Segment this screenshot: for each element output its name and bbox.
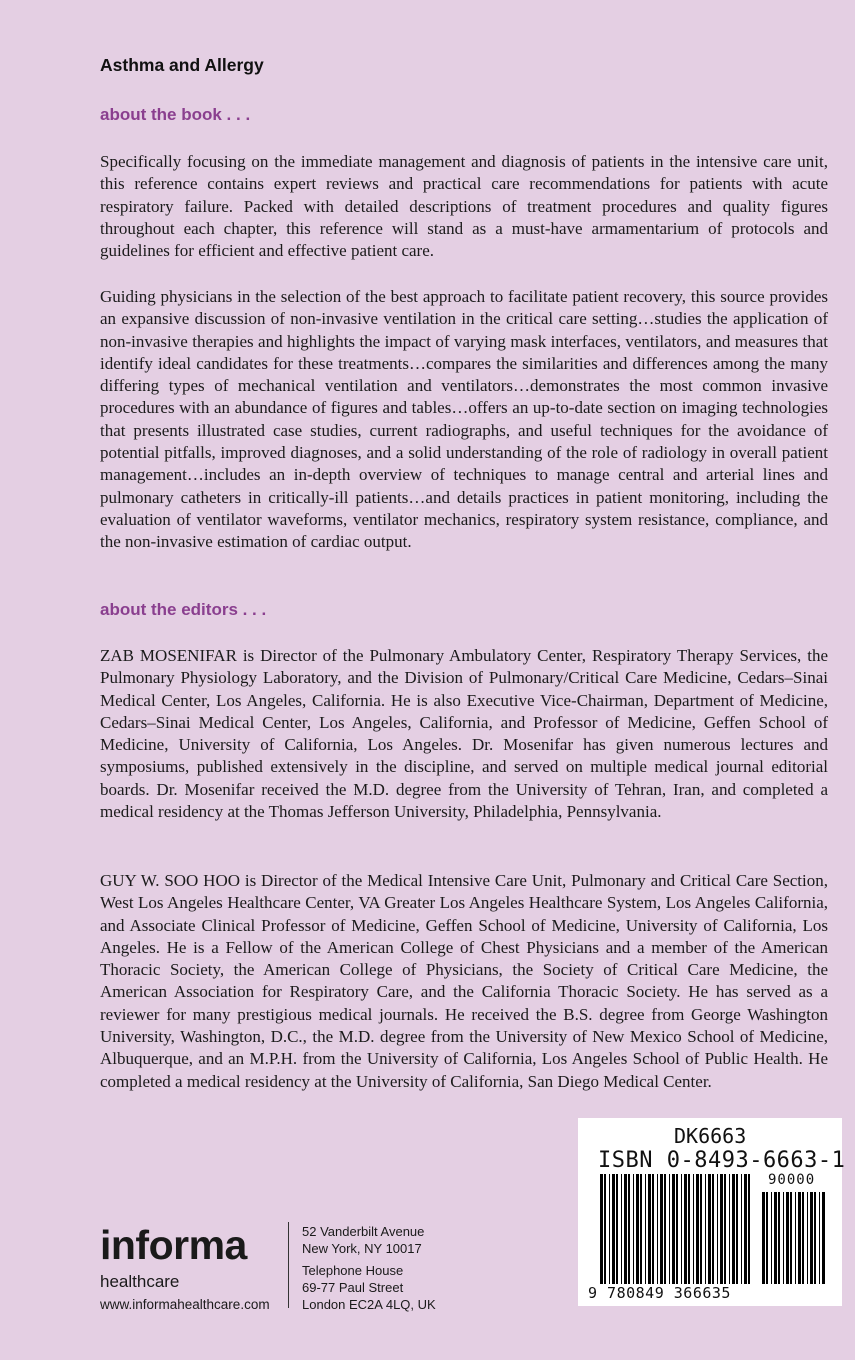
barcode-bar [790,1192,792,1284]
address-line: 52 Vanderbilt Avenue [302,1224,425,1239]
address-line: London EC2A 4LQ, UK [302,1297,436,1312]
publisher-address-uk [302,1262,436,1313]
barcode-bar [708,1174,711,1284]
about-book-heading: about the book . . . [100,105,251,124]
about-editors-heading: about the editors . . . [100,600,267,619]
ean-number: 9 780849 366635 [588,1284,731,1302]
barcode-bar [684,1174,687,1284]
about-book-paragraph-1: Specifically focusing on the immediate management and diagnosis of patients in the intensive care unit, this reference contains expert reviews and practical care recommendations for patients with acute respiratory failure. Packed with detailed descriptions of treatment procedures and quality figures throughout each chapter, this reference will stand as a must-have armamentarium of protocols and guidelines for efficient and effective patient care. [100,152,828,261]
barcode-bar [783,1192,784,1284]
barcode-bar [693,1174,694,1284]
barcode-bar [633,1174,634,1284]
barcode-bars [594,1172,834,1284]
barcode-bar [705,1174,706,1284]
barcode-bar [729,1174,730,1284]
barcode-bar [657,1174,658,1284]
barcode-bar [652,1174,654,1284]
barcode-bar [624,1174,627,1284]
barcode-bar [717,1174,718,1284]
isbn-barcode [578,1118,846,1306]
editor-bio-soo-hoo: GUY W. SOO HOO is Director of the Medical Intensive Care Unit, Pulmonary and Critical Care Section, West Los Angeles Healthcare Center, VA Greater Los Angeles Healthcare System, Los Angeles California, and Associate Clinical Professor of Medicine, Geffen School of Medicine, University of California, Los Angeles. He is a Fellow of the American College of Chest Physicians and a member of the American Thoracic Society, the American College of Physicians, the Society of Critical Care Medicine, the American Association for Respiratory Care, and the California Thoracic Society. He has served as a reviewer for many prestigious medical journals. He received the B.S. degree from George Washington University, Washington, D.C., the M.D. degree from the University of New Mexico School of Medicine, Albuquerque, and an M.P.H. from the University of California, Los Angeles School of Public Health. He completed a medical residency at the University of California, San Diego Medical Center. [100,871,828,1091]
barcode-bar [696,1174,699,1284]
barcode-bar [744,1174,747,1284]
barcode-bar [720,1174,723,1284]
barcode-bar [736,1174,738,1284]
barcode-bar [681,1174,682,1284]
publisher-divider [288,1222,289,1308]
barcode-bar [807,1192,808,1284]
barcode-bar [672,1174,675,1284]
barcode-bar [724,1174,726,1284]
barcode-bar [636,1174,639,1284]
barcode-bar [771,1192,772,1284]
barcode-bar [621,1174,622,1284]
address-line: 69-77 Paul Street [302,1280,404,1295]
barcode-bar [732,1174,735,1284]
publisher-address-us [302,1223,424,1257]
barcode-bar [774,1192,777,1284]
barcode-bar [616,1174,618,1284]
publisher-logo-wordmark: informa [100,1222,247,1268]
barcode-bar [660,1174,663,1284]
price-code: 90000 [768,1172,816,1188]
about-book-paragraph-2: Guiding physicians in the selection of the best approach to facilitate patient recovery, this source provides an expansive discussion of non-invasive ventilation in the critical care setting…studies the application of non-invasive therapies and highlights the impact of varying mask interfaces, ventilators, and measures that identify ideal candidates for these treatments…compares the similarities and differences among the many differing types of mechanical ventilation and ventilators…demonstrates the most common invasive procedures with an abundance of figures and tables…offers an up-to-date section on imaging technologies that presents illustrated case studies, current radiographs, and useful techniques for the avoidance of potential pitfalls, improved diagnoses, and a solid understanding of the role of radiology in overall patient management…includes an in-depth overview of techniques to manage central and arterial lines and pulmonary catheters in critically-ill patients…and details practices in patient monitoring, including the evaluation of ventilator waveforms, ventilator mechanics, respiratory system resistance, compliance, and the non-invasive estimation of cardiac output. [100,287,828,552]
barcode-bar [645,1174,646,1284]
barcode-bar [700,1174,702,1284]
barcode-bar [795,1192,796,1284]
barcode-bar [648,1174,651,1284]
barcode-bar [778,1192,780,1284]
barcode-bar [609,1174,610,1284]
barcode-bar [640,1174,642,1284]
isbn-number: ISBN 0-8493-6663-1 [598,1148,846,1173]
barcode-bar [712,1174,714,1284]
publisher-logo [100,1222,270,1312]
publisher-logo-subtitle: healthcare [100,1272,180,1291]
barcode-bar [814,1192,816,1284]
barcode-bar [676,1174,678,1284]
barcode-bar [669,1174,670,1284]
barcode-bar [802,1192,804,1284]
barcode-bar [612,1174,615,1284]
barcode-bar [822,1192,825,1284]
publisher-url: www.informahealthcare.com [100,1297,270,1312]
address-line: Telephone House [302,1263,404,1278]
barcode-bar [798,1192,801,1284]
barcode-bar [741,1174,742,1284]
barcode-bar [688,1174,690,1284]
barcode-bar [604,1174,606,1284]
barcode-bar [600,1174,603,1284]
editor-bio-mosenifar: ZAB MOSENIFAR is Director of the Pulmonary Ambulatory Center, Respiratory Therapy Services, the Pulmonary Physiology Laboratory, and the Division of Pulmonary/Critical Care Medicine, Cedars–Sinai Medical Center, Los Angeles, California. He is also Executive Vice-Chairman, Department of Medicine, Cedars–Sinai Medical Center, Los Angeles, California, and Professor of Medicine, Geffen School of Medicine, University of California, Los Angeles. Dr. Mosenifar has given numerous lectures and symposiums, published extensively in the discipline, and served on multiple medical journal editorial boards. Dr. Mosenifar received the M.D. degree from the University of Tehran, Iran, and completed a medical residency at the Thomas Jefferson University, Philadelphia, Pennsylvania. [100,646,828,822]
barcode-bar [810,1192,813,1284]
product-code: DK6663 [674,1124,747,1148]
barcode-bar [748,1174,750,1284]
series-title: Asthma and Allergy [100,55,264,75]
barcode-bar [664,1174,666,1284]
barcode-bar [766,1192,768,1284]
address-line: New York, NY 10017 [302,1241,422,1256]
barcode-bar [628,1174,630,1284]
barcode-bar [762,1192,765,1284]
barcode-bar [786,1192,789,1284]
barcode-bar [819,1192,820,1284]
